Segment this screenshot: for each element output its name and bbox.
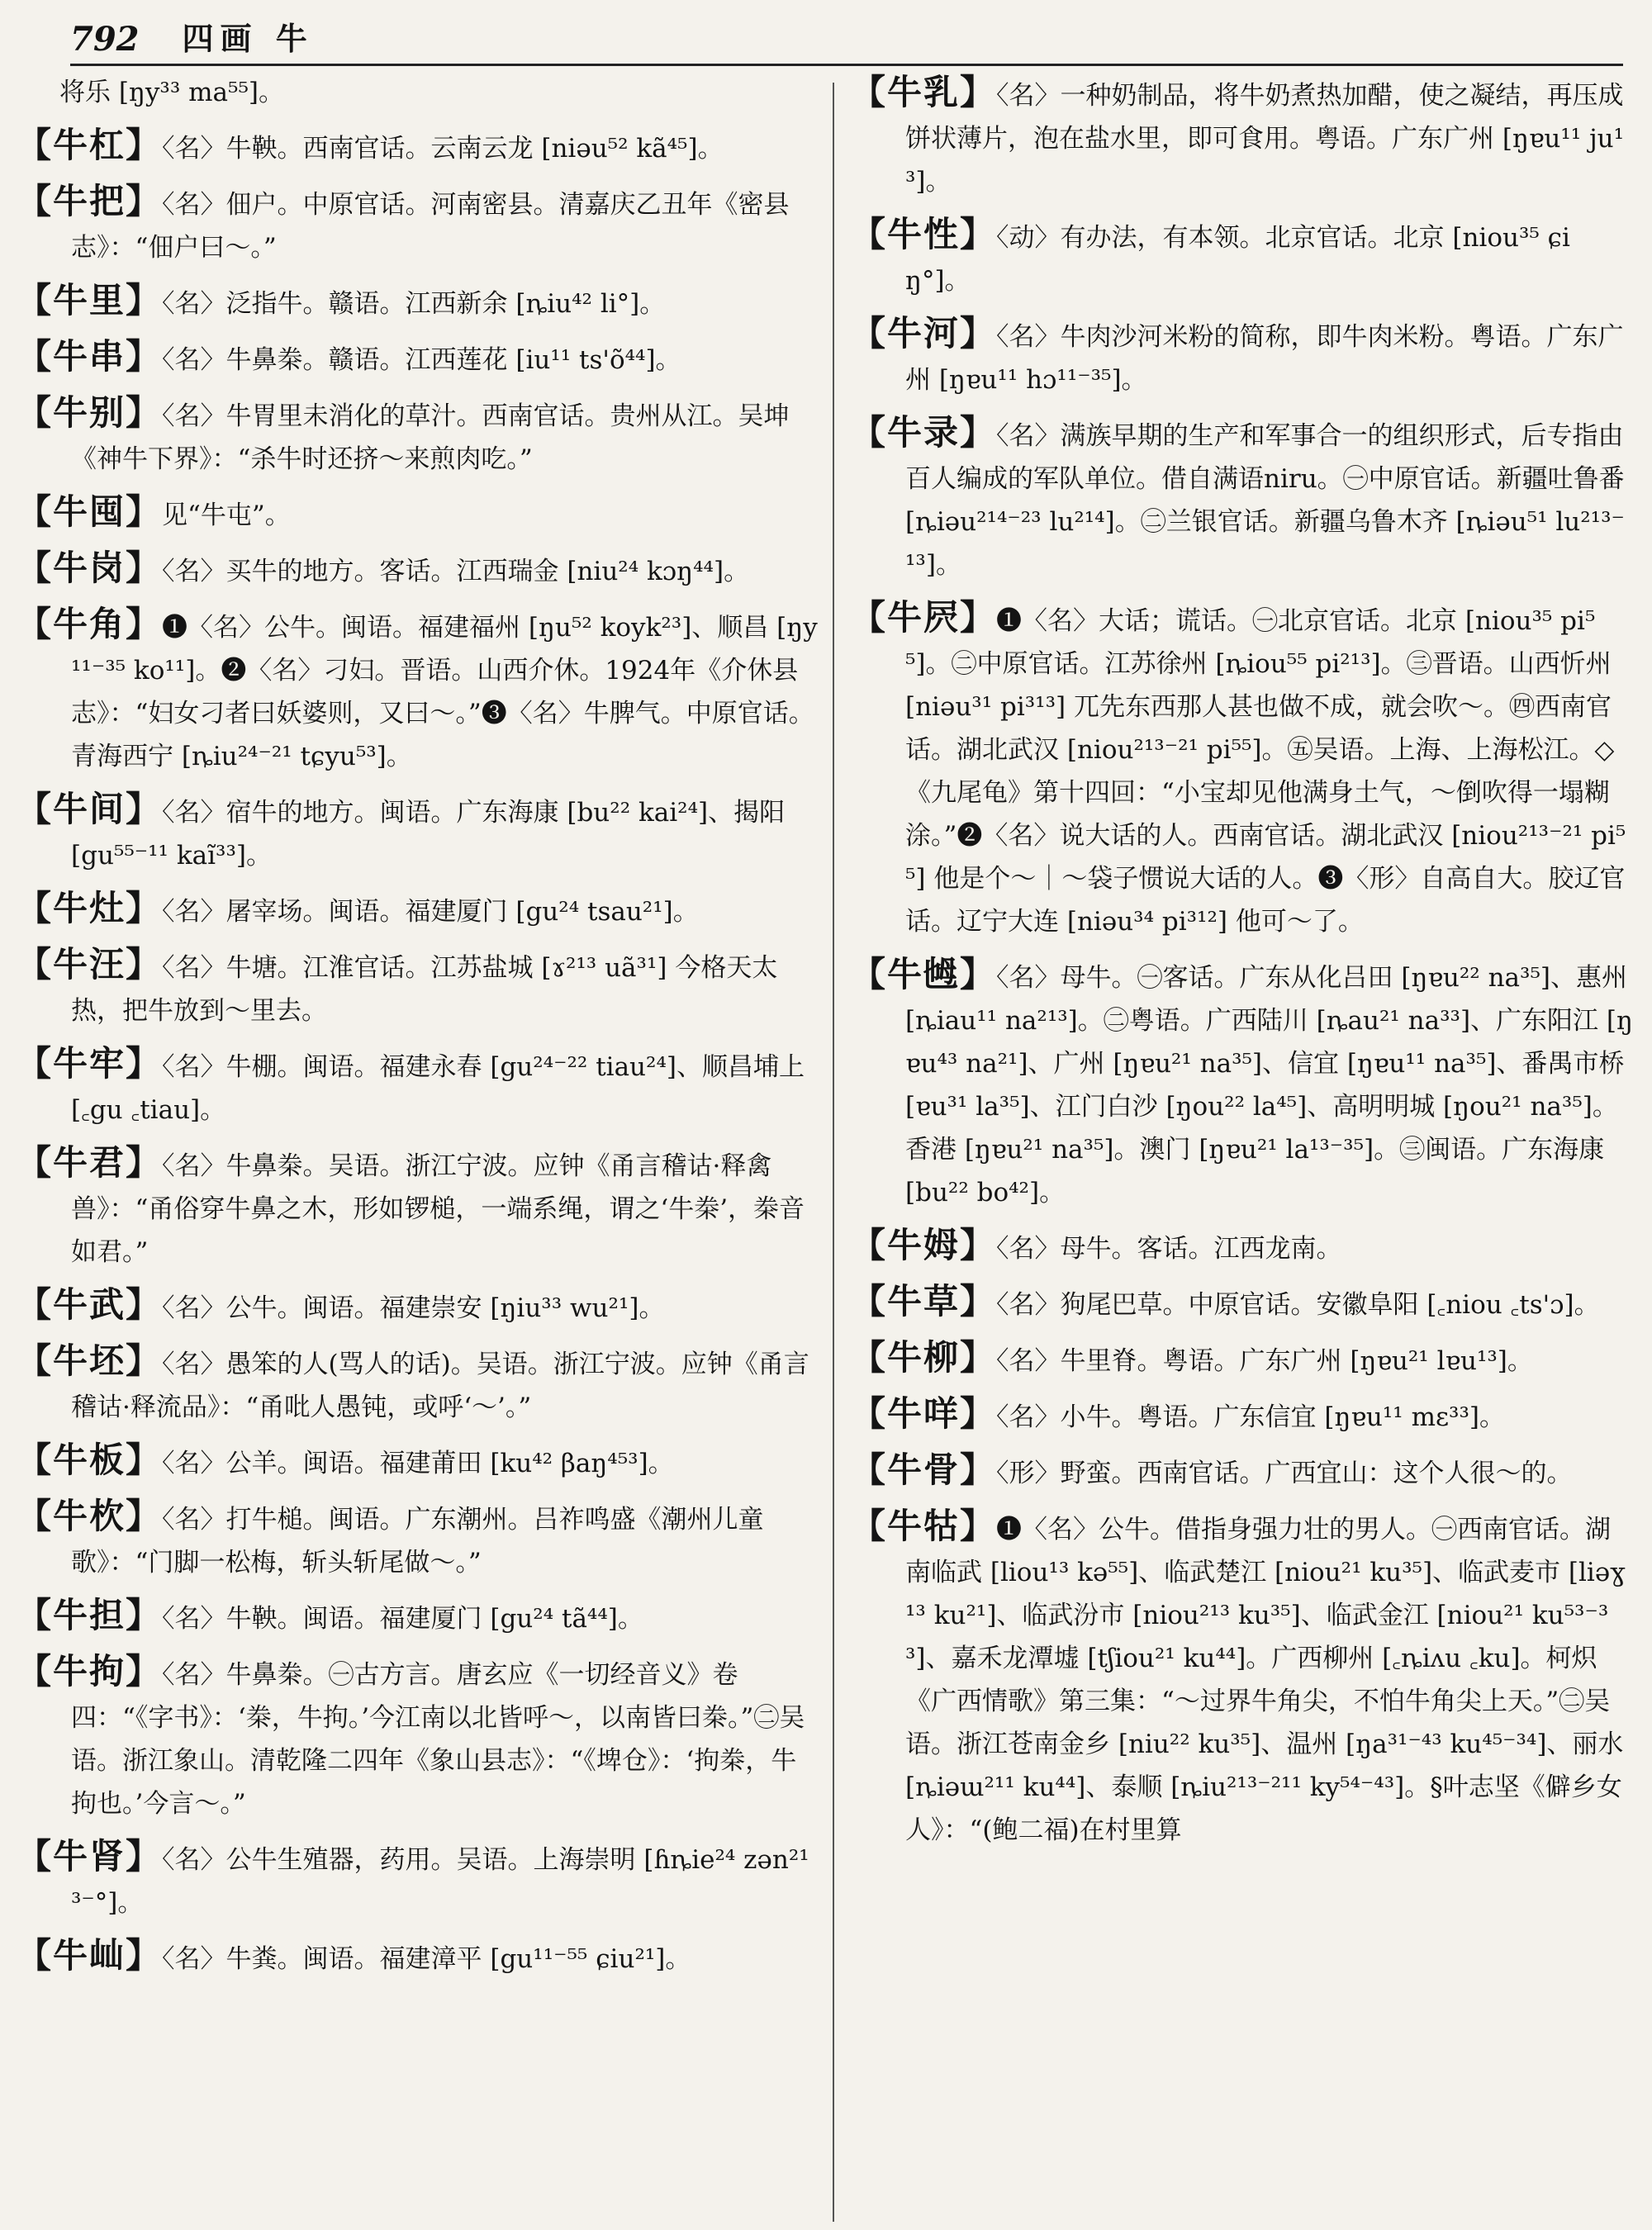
entry-definition: 〈名〉牛粪。闽语。福建漳平 [gu¹¹⁻⁵⁵ ɕiu²¹]。 — [162, 1944, 691, 1974]
dictionary-entry — [17, 1495, 818, 1584]
entry-definition: 〈名〉小牛。粤语。广东信宜 [ŋɐu¹¹ mɛ³³]。 — [996, 1402, 1505, 1432]
entry-definition: 〈名〉母牛。客话。江西龙南。 — [996, 1234, 1342, 1264]
dictionary-entry — [851, 953, 1634, 1214]
section-title: 四画 牛 — [182, 20, 314, 57]
dictionary-entry — [851, 1224, 1634, 1270]
left-entries — [17, 124, 818, 1981]
dictionary-entry — [17, 1650, 818, 1825]
dictionary-entry — [17, 124, 818, 170]
entry-headword: 【牛柳】 — [851, 1337, 997, 1378]
entry-headword: 【牛乸】 — [851, 954, 997, 994]
entry-headword: 【牛板】 — [17, 1440, 163, 1480]
right-entries — [851, 71, 1634, 1852]
dictionary-entry — [17, 1340, 818, 1429]
entry-definition: 〈名〉狗尾巴草。中原官话。安徽阜阳 [꜀niou ꜀ts'ɔ]。 — [996, 1290, 1600, 1320]
left-column — [17, 71, 818, 2218]
dictionary-entry — [17, 180, 818, 269]
entry-headword: 【牛武】 — [17, 1284, 163, 1325]
dictionary-entry — [17, 391, 818, 481]
entry-headword: 【牛串】 — [17, 336, 163, 377]
entry-headword: 【牛杠】 — [17, 125, 163, 165]
entry-headword: 【牛河】 — [851, 313, 997, 353]
dictionary-entry — [17, 1835, 818, 1924]
entry-headword: 【牛肾】 — [17, 1836, 163, 1877]
entry-definition: 〈名〉母牛。㊀客话。广东从化吕田 [ŋɐu²² na³⁵]、惠州 [ȵiau¹¹ na²¹³]。㊁粤语。广西陆川 [ȵau²¹ na³³]、广东阳江 [ŋɐu⁴³ na²¹]、广州 [ŋɐu²¹ na³⁵]、信宜 [ŋɐu¹¹ na³⁵]、番禺市桥 [ɐu³¹ la³⁵]、江门白沙 [ŋou²² la⁴⁵]、高明明城 [ŋou²¹ na³⁵]。香港 [ŋɐu²¹ na³⁵]。澳门 [ŋɐu²¹ la¹³⁻³⁵]。㊂闽语。广东海康 [bu²² bo⁴²]。 — [905, 963, 1633, 1208]
entry-headword: 【牛草】 — [851, 1281, 997, 1321]
dictionary-entry — [851, 1393, 1634, 1439]
entry-headword: 【牛姆】 — [851, 1225, 997, 1265]
entry-definition: 〈名〉牛鼻桊。吴语。浙江宁波。应钟《甬言稽诂·释禽兽》：“甬俗穿牛鼻之木，形如锣槌，一端系绳，谓之‘牛桊’，桊音如君。” — [71, 1151, 805, 1267]
dictionary-entry — [17, 1594, 818, 1640]
entry-headword: 【牛屾】 — [17, 1935, 163, 1976]
dictionary-entry — [17, 887, 818, 933]
dictionary-entry — [851, 1505, 1634, 1852]
entry-headword: 【牛拘】 — [17, 1651, 163, 1691]
entry-headword: 【牛坯】 — [17, 1340, 163, 1381]
dictionary-entry — [851, 71, 1634, 203]
entry-definition: ❶〈名〉大话；谎话。㊀北京官话。北京 [niou³⁵ pi⁵⁵]。㊁中原官话。江苏徐州 [ȵiou⁵⁵ pi²¹³]。㊂晋语。山西忻州 [niəu³¹ pi³¹³] 兀先东西那人甚也做不成，就会吹～。㊃西南官话。湖北武汉 [niou²¹³⁻²¹ pi⁵⁵]。㊄吴语。上海、上海松江。◇《九尾龟》第十四回：“小宝却见他满身土气，～倒吹得一塌糊涂。”❷〈名〉说大话的人。西南官话。湖北武汉 [niou²¹³⁻²¹ pi⁵⁵] 他是个～｜～袋子惯说大话的人。❸〈形〉自高自大。胶辽官话。辽宁大连 [niəu³⁴ pi³¹²] 他可～了。 — [905, 606, 1626, 937]
entry-definition: 见“牛屯”。 — [162, 501, 291, 530]
entry-definition: 〈名〉泛指牛。赣语。江西新余 [ȵiu⁴² li°]。 — [162, 289, 666, 319]
dictionary-entry — [851, 213, 1634, 302]
entry-headword: 【牛乳】 — [851, 72, 997, 112]
dictionary-entry — [17, 279, 818, 325]
entry-headword: 【牛录】 — [851, 412, 997, 453]
entry-headword: 【牛汪】 — [17, 944, 163, 985]
entry-definition: 〈名〉一种奶制品，将牛奶煮热加醋，使之凝结，再压成饼状薄片，泡在盐水里，即可食用。粤语。广东广州 [ŋɐu¹¹ ju¹³]。 — [905, 81, 1625, 197]
dictionary-entry — [851, 1336, 1634, 1383]
entry-headword: 【牛里】 — [17, 280, 163, 320]
entry-definition: 〈形〉野蛮。西南官话。广西宜山：这个人很～的。 — [996, 1459, 1573, 1488]
entry-definition: 〈名〉牛鼻桊。㊀古方言。唐玄应《一切经音义》卷四：“《字书》：‘桊，牛拘。’今江南以北皆呼～，以南皆曰桊。”㊁吴语。浙江象山。清乾隆二四年《象山县志》：“《埤仓》：‘拘桊，牛拘也。’今言～。” — [71, 1660, 805, 1819]
dictionary-entry — [851, 1280, 1634, 1326]
entry-definition: 〈名〉佃户。中原官话。河南密县。清嘉庆乙丑年《密县志》：“佃户曰～。” — [71, 190, 790, 263]
dictionary-entry — [17, 1934, 818, 1981]
entry-headword: 【牛杴】 — [17, 1496, 163, 1536]
entry-definition: 〈名〉公羊。闽语。福建莆田 [ku⁴² βaŋ⁴⁵³]。 — [162, 1449, 674, 1478]
entry-headword: 【牛咩】 — [851, 1393, 997, 1434]
column-divider — [833, 83, 834, 2222]
entry-headword: 【牛君】 — [17, 1142, 163, 1183]
entry-definition: 〈名〉牛鞅。西南官话。云南云龙 [niəu⁵² kã⁴⁵]。 — [162, 134, 724, 164]
entry-definition: 〈名〉牛棚。闽语。福建永春 [gu²⁴⁻²² tiau²⁴]、顺昌埔上 [꜀gu ꜀tiau]。 — [71, 1052, 805, 1125]
entry-definition: 〈名〉宿牛的地方。闽语。广东海康 [bu²² kai²⁴]、揭阳 [gu⁵⁵⁻¹¹ kaĩ³³]。 — [71, 798, 786, 871]
dictionary-entry — [17, 943, 818, 1032]
dictionary-entry — [17, 788, 818, 877]
entry-headword: 【牛把】 — [17, 181, 163, 221]
dictionary-entry — [17, 1439, 818, 1485]
right-column — [851, 71, 1634, 2218]
entry-headword: 【牛角】 — [17, 604, 163, 644]
entry-headword: 【牛囤】 — [17, 491, 163, 532]
entry-definition: 〈名〉牛鞅。闽语。福建厦门 [gu²⁴ tã⁴⁴]。 — [162, 1604, 643, 1634]
entry-definition: 〈名〉牛里脊。粤语。广东广州 [ŋɐu²¹ lɐu¹³]。 — [996, 1346, 1533, 1376]
page-number: 792 — [70, 20, 140, 59]
entry-definition: 〈名〉屠宰场。闽语。福建厦门 [gu²⁴ tsau²¹]。 — [162, 897, 699, 927]
dictionary-entry — [17, 491, 818, 537]
entry-headword: 【牛岗】 — [17, 548, 163, 588]
entry-definition: 〈名〉打牛槌。闽语。广东潮州。吕祚鸣盛《潮州儿童歌》：“门脚一松梅，斩头斩尾做～。” — [71, 1505, 764, 1578]
entry-headword: 【牛担】 — [17, 1595, 163, 1635]
entry-definition: 〈名〉牛胃里未消化的草汁。西南官话。贵州从江。吴坤《神牛下界》：“杀牛时还挤～来煎肉吃。” — [71, 401, 790, 474]
entry-definition: 〈名〉牛鼻桊。赣语。江西莲花 [iu¹¹ ts'õ⁴⁴]。 — [162, 345, 681, 375]
entry-definition: 〈名〉公牛。闽语。福建崇安 [ŋiu³³ wu²¹]。 — [162, 1293, 665, 1323]
dictionary-entry — [17, 1283, 818, 1330]
dictionary-entry — [17, 603, 818, 778]
entry-definition: 〈动〉有办法，有本领。北京官话。北京 [niou³⁵ ɕiŋ°]。 — [905, 223, 1570, 296]
entry-definition: 〈名〉牛肉沙河米粉的简称，即牛肉米粉。粤语。广东广州 [ŋɐu¹¹ hɔ¹¹⁻³⁵]。 — [905, 322, 1624, 395]
entry-definition: 〈名〉愚笨的人(骂人的话)。吴语。浙江宁波。应钟《甬言稽诂·释流品》：“甬吡人愚钝，或呼‘～’。” — [71, 1350, 809, 1422]
entry-definition: ❶〈名〉公牛。借指身强力壮的男人。㊀西南官话。湖南临武 [liou¹³ kə⁵⁵]、临武楚江 [niou²¹ ku³⁵]、临武麦市 [liəɣ¹³ ku²¹]、临武汾市 [niou²¹³ ku³⁵]、临武金江 [niou²¹ ku⁵³⁻³³]、嘉禾龙潭墟 [tʃiou²¹ ku⁴⁴]。广西柳州 [꜀ȵiʌu ꜀ku]。柯炽《广西情歌》第三集：“～过界牛角尖，不怕牛角尖上天。”㊁吴语。浙江苍南金乡 [niu²² ku³⁵]、温州 [ŋa³¹⁻⁴³ ku⁴⁵⁻³⁴]、丽水 [ȵiəɯ²¹¹ ku⁴⁴]、泰顺 [ȵiu²¹³⁻²¹¹ ky⁵⁴⁻⁴³]。§叶志坚《僻乡女人》：“(鲍二福)在村里算 — [905, 1515, 1626, 1845]
entry-headword: 【牛别】 — [17, 392, 163, 433]
dictionary-entry — [17, 1042, 818, 1132]
entry-headword: 【牛骨】 — [851, 1450, 997, 1490]
entry-headword: 【牛灶】 — [17, 888, 163, 928]
entry-definition: ❶〈名〉公牛。闽语。福建福州 [ŋu⁵² koyk²³]、顺昌 [ŋy¹¹⁻³⁵ ko¹¹]。❷〈名〉刁妇。晋语。山西介休。1924年《介休县志》：“妇女刁者曰妖婆则，又曰～。”❸〈名〉牛脾气。中原官话。青海西宁 [ȵiu²⁴⁻²¹ tɕyu⁵³]。 — [71, 613, 818, 771]
entry-headword: 【牛屄】 — [851, 597, 997, 638]
dictionary-entry — [17, 547, 818, 593]
dictionary-entry — [17, 1141, 818, 1274]
dictionary-entry — [17, 335, 818, 382]
entry-headword: 【牛牢】 — [17, 1043, 163, 1084]
entry-headword: 【牛间】 — [17, 789, 163, 829]
dictionary-entry — [851, 1449, 1634, 1495]
page-header — [70, 12, 1623, 66]
entry-definition: 〈名〉买牛的地方。客话。江西瑞金 [niu²⁴ kɔŋ⁴⁴]。 — [162, 557, 750, 586]
entry-definition: 〈名〉满族早期的生产和军事合一的组织形式，后专指由百人编成的军队单位。借自满语niru。㊀中原官话。新疆吐鲁番 [ȵiəu²¹⁴⁻²³ lu²¹⁴]。㊁兰银官话。新疆乌鲁木齐 [ȵiəu⁵¹ lu²¹³⁻¹³]。 — [905, 421, 1625, 580]
entry-headword: 【牛牯】 — [851, 1506, 997, 1546]
continuation-text: 将乐 [ŋy³³ ma⁵⁵]。 — [59, 78, 284, 107]
dictionary-entry — [851, 411, 1634, 586]
entry-definition: 〈名〉公牛生殖器，药用。吴语。上海崇明 [ɦȵie²⁴ zən²¹³⁻°]。 — [71, 1845, 809, 1918]
entry-headword: 【牛性】 — [851, 214, 997, 254]
dictionary-entry — [851, 312, 1634, 401]
dictionary-entry — [851, 596, 1634, 943]
entry-definition: 〈名〉牛塘。江淮官话。江苏盐城 [ɤ²¹³ uã³¹] 今格天太热，把牛放到～里去。 — [71, 953, 778, 1026]
